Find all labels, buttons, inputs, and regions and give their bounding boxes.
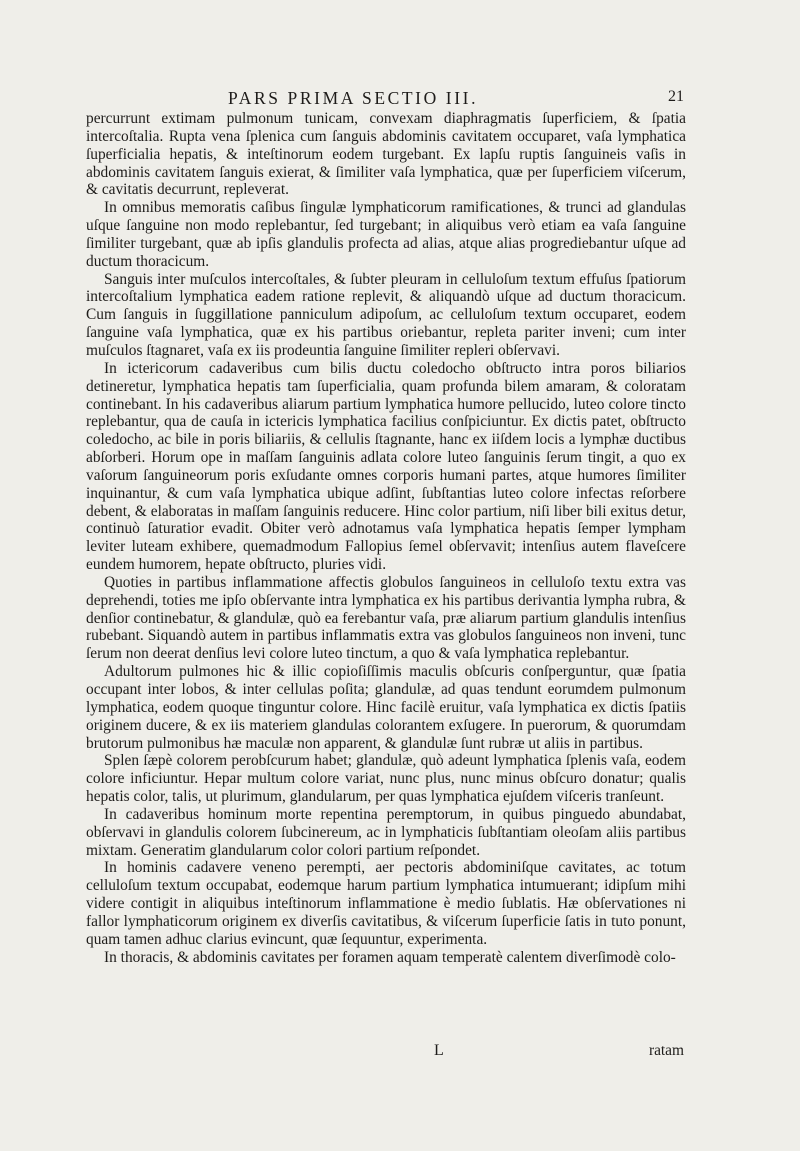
catchword: ratam	[648, 1042, 684, 1059]
paragraph: In thoracis, & abdominis cavitates per foramen aquam temperatè calentem diverſimodè colo-	[104, 948, 676, 966]
paragraph: Quoties in partibus inflammatione affectis globulos ſanguineos in celluloſo textu extra vas deprehendi, toties me ipſo obſervante intra lymphatica ex his partibus derivantia lympha rubra, & denſior continebatur, & glandulæ, quò ea ferebantur vaſa, præ aliarum partium glandulis intenſius rubebant. Siquandò autem in partibus inflammatis extra vas globulos ſanguineos non inveni, tunc ſerum non deerat denſius levi colore luteo tinctum, a quo & vaſa lymphatica replebantur.	[86, 573, 686, 663]
body-text	[86, 110, 686, 967]
paragraph: Splen ſæpè colorem perobſcurum habet; glandulæ, quò adeunt lymphatica ſplenis vaſa, eodem colore inficiuntur. Hepar multum colore variat, nunc plus, nunc minus obſcuro donatur; qualis hepatis color, talis, ut plurimum, glandularum, per quas lymphatica ejuſdem viſceris tranſeunt.	[86, 752, 686, 806]
paragraph: In cadaveribus hominum morte repentina peremptorum, in quibus pinguedo abundabat, obſervavi in glandulis colorem ſubcinereum, ac in lymphaticis ſubſtantiam oleoſam aliis partibus mixtam. Generatim glandularum color colori partium reſpondet.	[86, 805, 686, 859]
running-title: PARS PRIMA SECTIO III.	[228, 88, 479, 108]
paragraph: In ictericorum cadaveribus cum bilis ductu coledocho obſtructo intra poros biliarios detineretur, lymphatica hepatis tam ſuperficialia, quam profunda bilem amaram, & coloratam continebant. In his cadaveribus aliarum partium lymphatica humore pellucido, luteo colore tincto replebantur, qua de cauſa in ictericis lymphatica facilius conſpiciuntur. Ex dictis patet, obſtructo coledocho, ac bile in poris biliariis, & cellulis ſtagnante, hanc ex iiſdem locis a lymphæ ductibus abſorberi. Horum ope in maſſam ſanguinis adlata colore luteo ſanguinis ſerum tingit, a quo ex vaſorum ſanguineorum poris exſudante omnes corporis humani partes, atque humores ſimiliter inquinantur, & cum vaſa lymphatica ubique adſint, ſubſtantias luteo colore infectas reſorbere debent, & elaboratas in maſſam ſanguinis reducere. Hinc color partium, niſi liber bili exitus detur, continuò ſaturatior evadit. Obiter verò adnotamus vaſa lymphatica hepatis ſemper lympham leviter luteam exhibere, quemadmodum Fallopius ſemel obſervavit; intenſius autem flaveſcere eundem humorem, hepate obſtructo, pluries vidi.	[86, 359, 686, 574]
paragraph: In omnibus memoratis caſibus ſingulæ lymphaticorum ramificationes, & trunci ad glandulas uſque ſanguine non modo replebantur, ſed turgebant; in aliquibus verò etiam ea vaſa ſanguine ſimiliter turgebant, quæ ab ipſis glandulis profecta ad alias, atque alias progrediebantur uſque ad ductum thoracicum.	[86, 199, 686, 270]
paragraph: Adultorum pulmones hic & illic copioſiſſimis maculis obſcuris conſperguntur, quæ ſpatia occupant inter lobos, & inter cellulas poſita; glandulæ, ad quas tendunt eorumdem pulmonum lymphatica, eodem quoque tinguntur colore. Hinc facilè eruitur, vaſa lymphatica ex dictis ſpatiis originem ducere, & ex iis materiem glandulas colorantem exſugere. In puerorum, & quorumdam brutorum pulmonibus hæ maculæ non apparent, & glandulæ ſunt rubræ ut aliis in partibus.	[86, 663, 686, 752]
paragraph: In hominis cadavere veneno perempti, aer pectoris abdominiſque cavitates, ac totum celluloſum textum occupabat, eodemque harum partium lymphatica intumuerant; idipſum mihi videre contigit in aliquibus inteſtinorum inflammatione è medio ſublatis. Hæ obſervationes ni fallor lymphaticorum originem ex diverſis cavitatibus, & viſcerum ſuperficie ſatis in tuto ponunt, quam tamen adhuc clarius evincunt, quæ ſequuntur, experimenta.	[86, 859, 686, 948]
paragraph: Sanguis inter muſculos intercoſtales, & ſubter pleuram in celluloſum textum effuſus ſpatiorum intercoſtalium lymphatica eadem ratione replevit, & aliquandò uſque ad ductum thoracicum. Cum ſanguis in ſuggillatione panniculum adipoſum, ac celluloſum textum occuparet, eodem ſanguine vaſa lymphatica, quæ ex his partibus oriebantur, repleta pariter inveni; cum inter muſculos ſtagnaret, vaſa ex iis prodeuntia ſanguine ſimiliter repleri obſervavi.	[86, 270, 686, 359]
paragraph: percurrunt extimam pulmonum tunicam, convexam diaphragmatis ſuperficiem, & ſpatia intercoſtalia. Rupta vena ſplenica cum ſanguis abdominis cavitatem occuparet, vaſa lymphatica ſuperficialia hepatis, & inteſtinorum eodem turgebant. Ex lapſu ruptis ſanguineis vaſis in abdominis cavitatem ſanguis exierat, & ſimiliter vaſa lymphatica, quæ per ſuperficiem viſcerum, & cavitatis decurrunt, repleverat.	[86, 110, 686, 199]
running-head	[88, 88, 684, 110]
page-number: 21	[668, 88, 684, 105]
signature-mark: L	[434, 1042, 444, 1059]
